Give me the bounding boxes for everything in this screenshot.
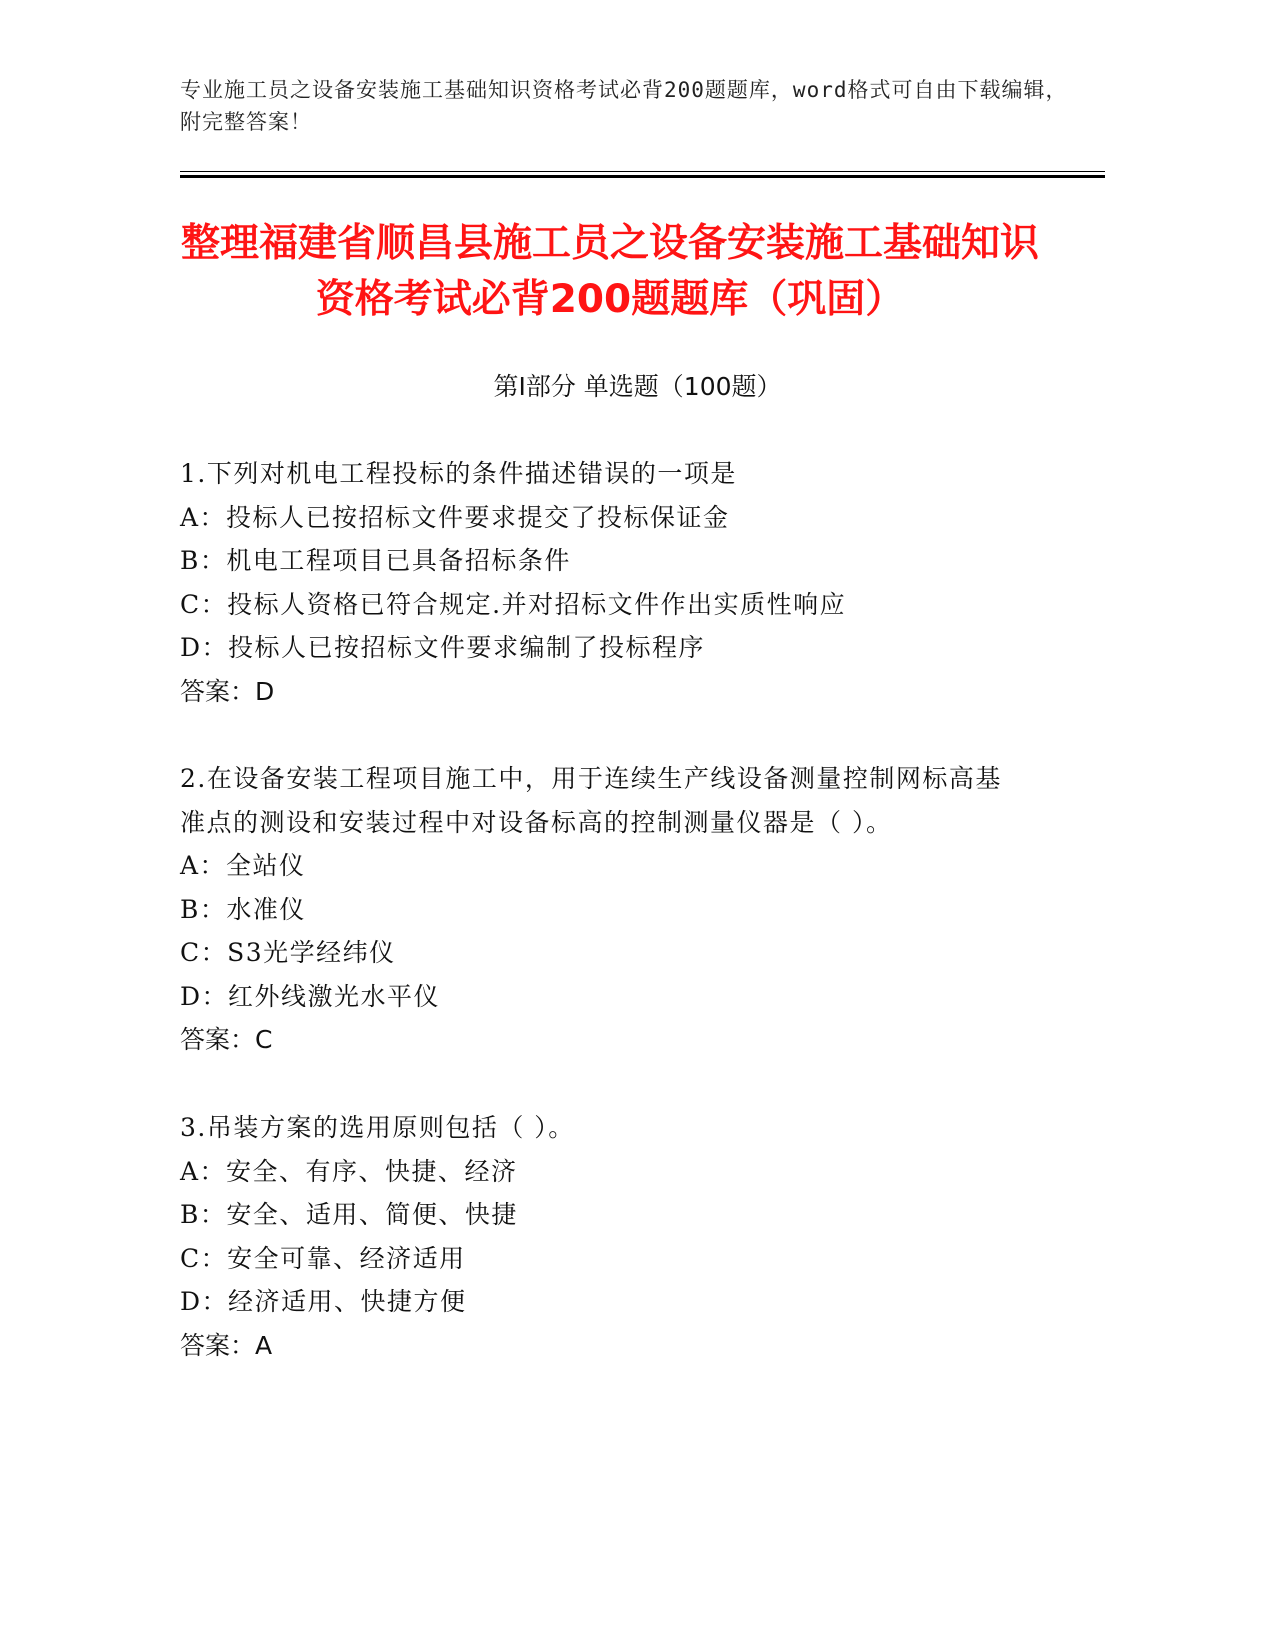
option-d: D：红外线激光水平仪 <box>180 981 441 1011</box>
option-d: D：经济适用、快捷方便 <box>180 1287 467 1316</box>
question-3 <box>180 1106 1060 1367</box>
option-a: A：全站仪 <box>180 851 306 880</box>
option-c: C：投标人资格已符合规定.并对招标文件作出实质性响应 <box>180 589 847 619</box>
question-stem: 2.在设备安装工程项目施工中，用于连续生产线设备测量控制网标高基准点的测设和安装过程中对设备标高的控制测量仪器是（ ）。 <box>180 764 1002 837</box>
header-divider-thin <box>180 171 1105 172</box>
option-b: B：安全、适用、简便、快捷 <box>180 1200 518 1229</box>
option-a: A：投标人已按招标文件要求提交了投标保证金 <box>180 502 730 532</box>
option-c: C：S3光学经纬仪 <box>180 938 396 967</box>
part-title: 第Ⅰ部分 单选题（100题） <box>493 372 782 401</box>
answer: 答案：A <box>180 1330 273 1360</box>
header-divider-thick <box>180 175 1105 178</box>
option-b: B：机电工程项目已具备招标条件 <box>180 546 571 575</box>
document-title: 整理福建省顺昌县施工员之设备安装施工基础知识资格考试必背200题题库（巩固） <box>180 221 1039 322</box>
question-2 <box>180 757 1060 1062</box>
option-b: B：水准仪 <box>180 894 306 924</box>
option-c: C：安全可靠、经济适用 <box>180 1243 466 1273</box>
question-stem: 1.下列对机电工程投标的条件描述错误的一项是 <box>180 459 737 488</box>
question-stem: 3.吊装方案的选用原则包括（ ）。 <box>180 1113 575 1142</box>
option-d: D：投标人已按招标文件要求编制了投标程序 <box>180 633 706 662</box>
question-1 <box>180 452 1060 713</box>
answer: 答案：C <box>180 1025 273 1054</box>
header-note: 专业施工员之设备安装施工基础知识资格考试必背200题题库，word格式可自由下载编辑，附完整答案！ <box>180 78 1068 134</box>
option-a: A：安全、有序、快捷、经济 <box>180 1156 518 1186</box>
answer: 答案：D <box>180 676 275 706</box>
